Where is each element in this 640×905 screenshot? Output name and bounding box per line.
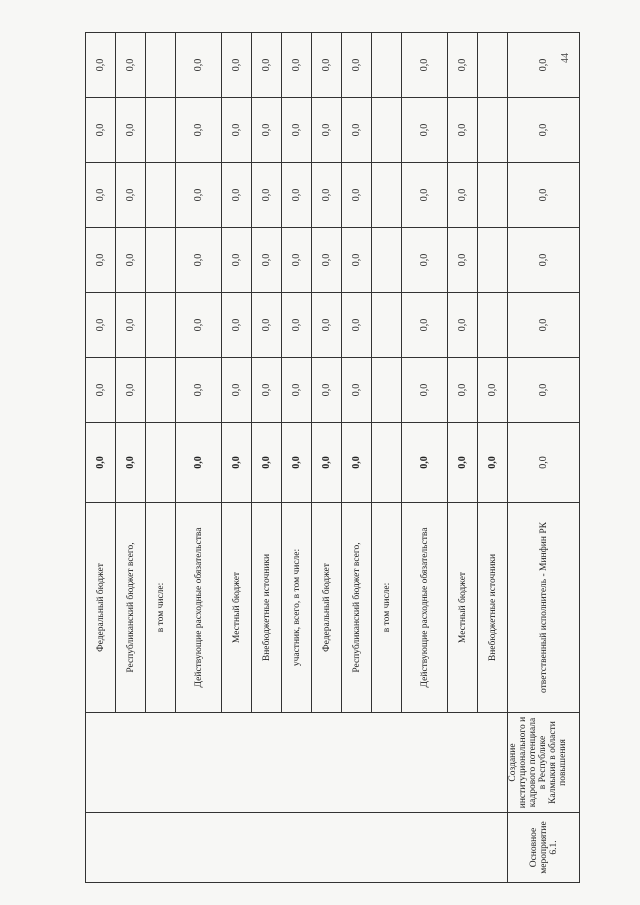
value-cell: 0,0 xyxy=(508,163,580,228)
value-cell: 0,0 xyxy=(342,423,372,503)
main-event-name: Создание институционального и кадрового потенциала в Республике Калмыкия в области повышения xyxy=(508,713,580,813)
value-cell: 0,0 xyxy=(478,358,508,423)
value-cell: 0,0 xyxy=(312,98,342,163)
value-cell: 0,0 xyxy=(342,228,372,293)
value-cell: 0,0 xyxy=(86,228,116,293)
value-cell xyxy=(478,163,508,228)
value-cell: 0,0 xyxy=(402,358,448,423)
funding-source-label: в том числе: xyxy=(372,503,402,713)
value-cell: 0,0 xyxy=(176,98,222,163)
value-cell: 0,0 xyxy=(252,33,282,98)
value-cell: 0,0 xyxy=(282,33,312,98)
value-cell xyxy=(146,358,176,423)
value-cell: 0,0 xyxy=(116,293,146,358)
value-cell: 0,0 xyxy=(448,33,478,98)
value-cell: 0,0 xyxy=(402,163,448,228)
value-cell: 0,0 xyxy=(176,423,222,503)
value-cell: 0,0 xyxy=(342,163,372,228)
value-cell: 0,0 xyxy=(176,293,222,358)
value-cell: 0,0 xyxy=(86,358,116,423)
event-name-cell-empty xyxy=(86,713,508,813)
value-cell: 0,0 xyxy=(252,423,282,503)
event-code-cell-empty xyxy=(86,813,508,883)
value-cell: 0,0 xyxy=(342,98,372,163)
responsible-executor: ответственный исполнитель - Минфин РК xyxy=(508,503,580,713)
value-cell: 0,0 xyxy=(222,358,252,423)
value-cell xyxy=(372,33,402,98)
value-cell: 0,0 xyxy=(402,33,448,98)
value-cell: 0,0 xyxy=(222,228,252,293)
table-row xyxy=(86,33,116,883)
value-cell: 0,0 xyxy=(116,163,146,228)
value-cell xyxy=(478,98,508,163)
value-cell: 0,0 xyxy=(282,163,312,228)
funding-source-label: Республиканский бюджет всего, xyxy=(342,503,372,713)
funding-source-label: в том числе: xyxy=(146,503,176,713)
value-cell xyxy=(478,293,508,358)
value-cell: 0,0 xyxy=(282,293,312,358)
funding-source-label: Внебюджетные источники xyxy=(478,503,508,713)
value-cell xyxy=(372,163,402,228)
value-cell: 0,0 xyxy=(252,358,282,423)
funding-source-label: Республиканский бюджет всего, xyxy=(116,503,146,713)
value-cell: 0,0 xyxy=(448,358,478,423)
value-cell: 0,0 xyxy=(252,98,282,163)
value-cell: 0,0 xyxy=(116,423,146,503)
value-cell: 0,0 xyxy=(508,228,580,293)
value-cell: 0,0 xyxy=(86,293,116,358)
value-cell xyxy=(372,423,402,503)
page-number: 44 xyxy=(560,53,571,63)
value-cell: 0,0 xyxy=(508,293,580,358)
value-cell: 0,0 xyxy=(312,228,342,293)
value-cell: 0,0 xyxy=(282,423,312,503)
value-cell: 0,0 xyxy=(448,293,478,358)
value-cell: 0,0 xyxy=(448,98,478,163)
value-cell: 0,0 xyxy=(402,423,448,503)
value-cell: 0,0 xyxy=(86,33,116,98)
value-cell: 0,0 xyxy=(312,33,342,98)
value-cell: 0,0 xyxy=(176,163,222,228)
funding-source-label: Федеральный бюджет xyxy=(312,503,342,713)
value-cell: 0,0 xyxy=(86,98,116,163)
value-cell: 0,0 xyxy=(312,358,342,423)
value-cell: 0,0 xyxy=(312,163,342,228)
value-cell: 0,0 xyxy=(222,293,252,358)
value-cell xyxy=(478,228,508,293)
value-cell: 0,0 xyxy=(176,228,222,293)
value-cell: 0,0 xyxy=(508,98,580,163)
value-cell: 0,0 xyxy=(478,423,508,503)
value-cell: 0,0 xyxy=(402,228,448,293)
value-cell: 0,0 xyxy=(222,423,252,503)
value-cell: 0,0 xyxy=(508,423,580,503)
value-cell: 0,0 xyxy=(282,98,312,163)
value-cell xyxy=(146,98,176,163)
value-cell: 0,0 xyxy=(116,358,146,423)
value-cell: 0,0 xyxy=(222,33,252,98)
value-cell: 0,0 xyxy=(222,98,252,163)
value-cell xyxy=(478,33,508,98)
funding-source-label: Действующие расходные обязательства xyxy=(176,503,222,713)
value-cell xyxy=(372,293,402,358)
value-cell xyxy=(372,228,402,293)
value-cell: 0,0 xyxy=(508,33,580,98)
funding-source-label: Местный бюджет xyxy=(222,503,252,713)
value-cell xyxy=(146,228,176,293)
value-cell: 0,0 xyxy=(342,358,372,423)
value-cell: 0,0 xyxy=(252,293,282,358)
value-cell: 0,0 xyxy=(86,163,116,228)
value-cell: 0,0 xyxy=(282,358,312,423)
value-cell: 0,0 xyxy=(448,423,478,503)
budget-table-body xyxy=(86,33,580,883)
value-cell: 0,0 xyxy=(252,163,282,228)
value-cell: 0,0 xyxy=(342,33,372,98)
main-event-code: Основное мероприятие 6.1. xyxy=(508,813,580,883)
funding-source-label: Федеральный бюджет xyxy=(86,503,116,713)
value-cell xyxy=(146,423,176,503)
value-cell: 0,0 xyxy=(176,33,222,98)
value-cell: 0,0 xyxy=(312,293,342,358)
value-cell xyxy=(146,163,176,228)
value-cell: 0,0 xyxy=(116,98,146,163)
value-cell xyxy=(372,358,402,423)
value-cell: 0,0 xyxy=(402,98,448,163)
value-cell: 0,0 xyxy=(312,423,342,503)
value-cell: 0,0 xyxy=(402,293,448,358)
funding-source-label: Действующие расходные обязательства xyxy=(402,503,448,713)
value-cell: 0,0 xyxy=(116,228,146,293)
funding-source-label: Внебюджетные источники xyxy=(252,503,282,713)
main-event-row xyxy=(508,33,580,883)
value-cell xyxy=(146,293,176,358)
value-cell: 0,0 xyxy=(342,293,372,358)
value-cell: 0,0 xyxy=(176,358,222,423)
value-cell xyxy=(146,33,176,98)
value-cell: 0,0 xyxy=(222,163,252,228)
value-cell: 0,0 xyxy=(448,228,478,293)
budget-table xyxy=(85,32,580,883)
value-cell: 0,0 xyxy=(282,228,312,293)
value-cell: 0,0 xyxy=(86,423,116,503)
value-cell: 0,0 xyxy=(508,358,580,423)
funding-source-label: участник, всего, в том числе: xyxy=(282,503,312,713)
value-cell: 0,0 xyxy=(116,33,146,98)
value-cell: 0,0 xyxy=(448,163,478,228)
value-cell xyxy=(372,98,402,163)
value-cell: 0,0 xyxy=(252,228,282,293)
funding-source-label: Местный бюджет xyxy=(448,503,478,713)
